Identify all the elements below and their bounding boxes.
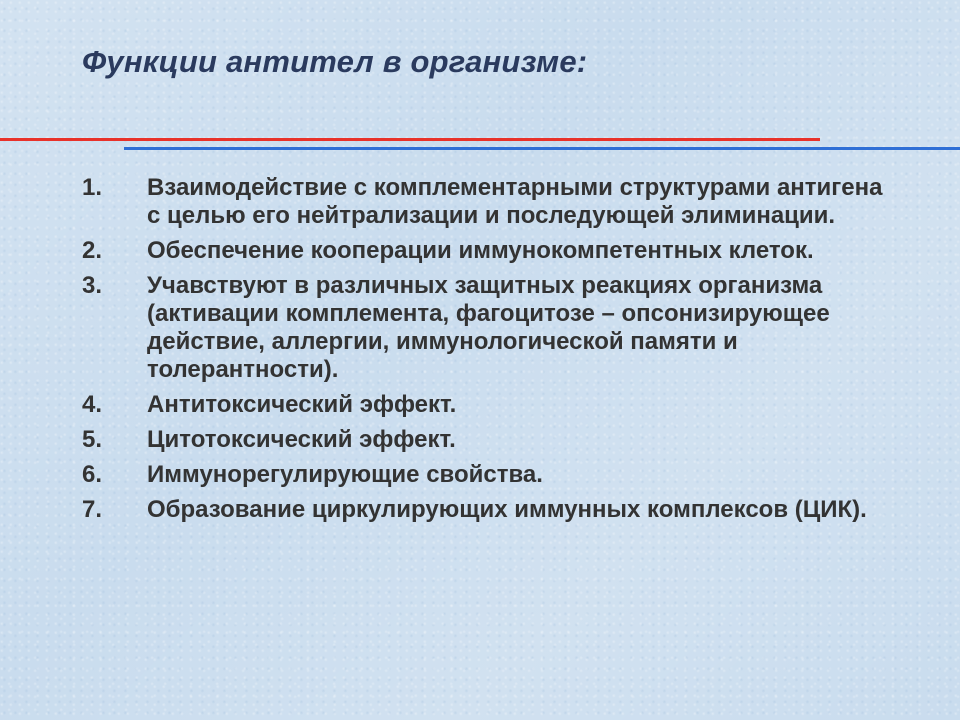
title-divider-red — [0, 138, 820, 141]
list-item-text: Обеспечение кооперации иммунокомпетентных клеток. — [147, 237, 814, 264]
list-item-number: 3. — [82, 272, 103, 299]
list-item — [82, 272, 902, 384]
slide-title: Функции антител в организме: — [82, 44, 588, 79]
list-item — [82, 496, 902, 524]
list-item-number: 1. — [82, 174, 103, 201]
list-item-text: Учавствуют в различных защитных реакциях организма (активации комплемента, фагоцитозе – опсонизирующее действие, аллергии, иммунологической памяти и толерантности). — [147, 272, 830, 383]
list-item-number: 5. — [82, 426, 103, 453]
list-item-number: 2. — [82, 237, 103, 264]
functions-list — [82, 174, 902, 531]
list-item-number: 7. — [82, 496, 103, 523]
list-item — [82, 391, 902, 419]
list-item — [82, 237, 902, 265]
list-item — [82, 426, 902, 454]
list-item-text: Образование циркулирующих иммунных комплексов (ЦИК). — [147, 496, 867, 523]
list-item-number: 4. — [82, 391, 103, 418]
title-divider-blue — [124, 147, 960, 150]
list-item-text: Иммунорегулирующие свойства. — [147, 461, 543, 488]
list-item — [82, 174, 902, 230]
list-item-text: Антитоксический эффект. — [147, 391, 457, 418]
list-item-number: 6. — [82, 461, 103, 488]
list-item-text: Цитотоксический эффект. — [147, 426, 456, 453]
list-item — [82, 461, 902, 489]
list-item-text: Взаимодействие с комплементарными структурами антигена с целью его нейтрализации и последующей элиминации. — [147, 174, 883, 229]
